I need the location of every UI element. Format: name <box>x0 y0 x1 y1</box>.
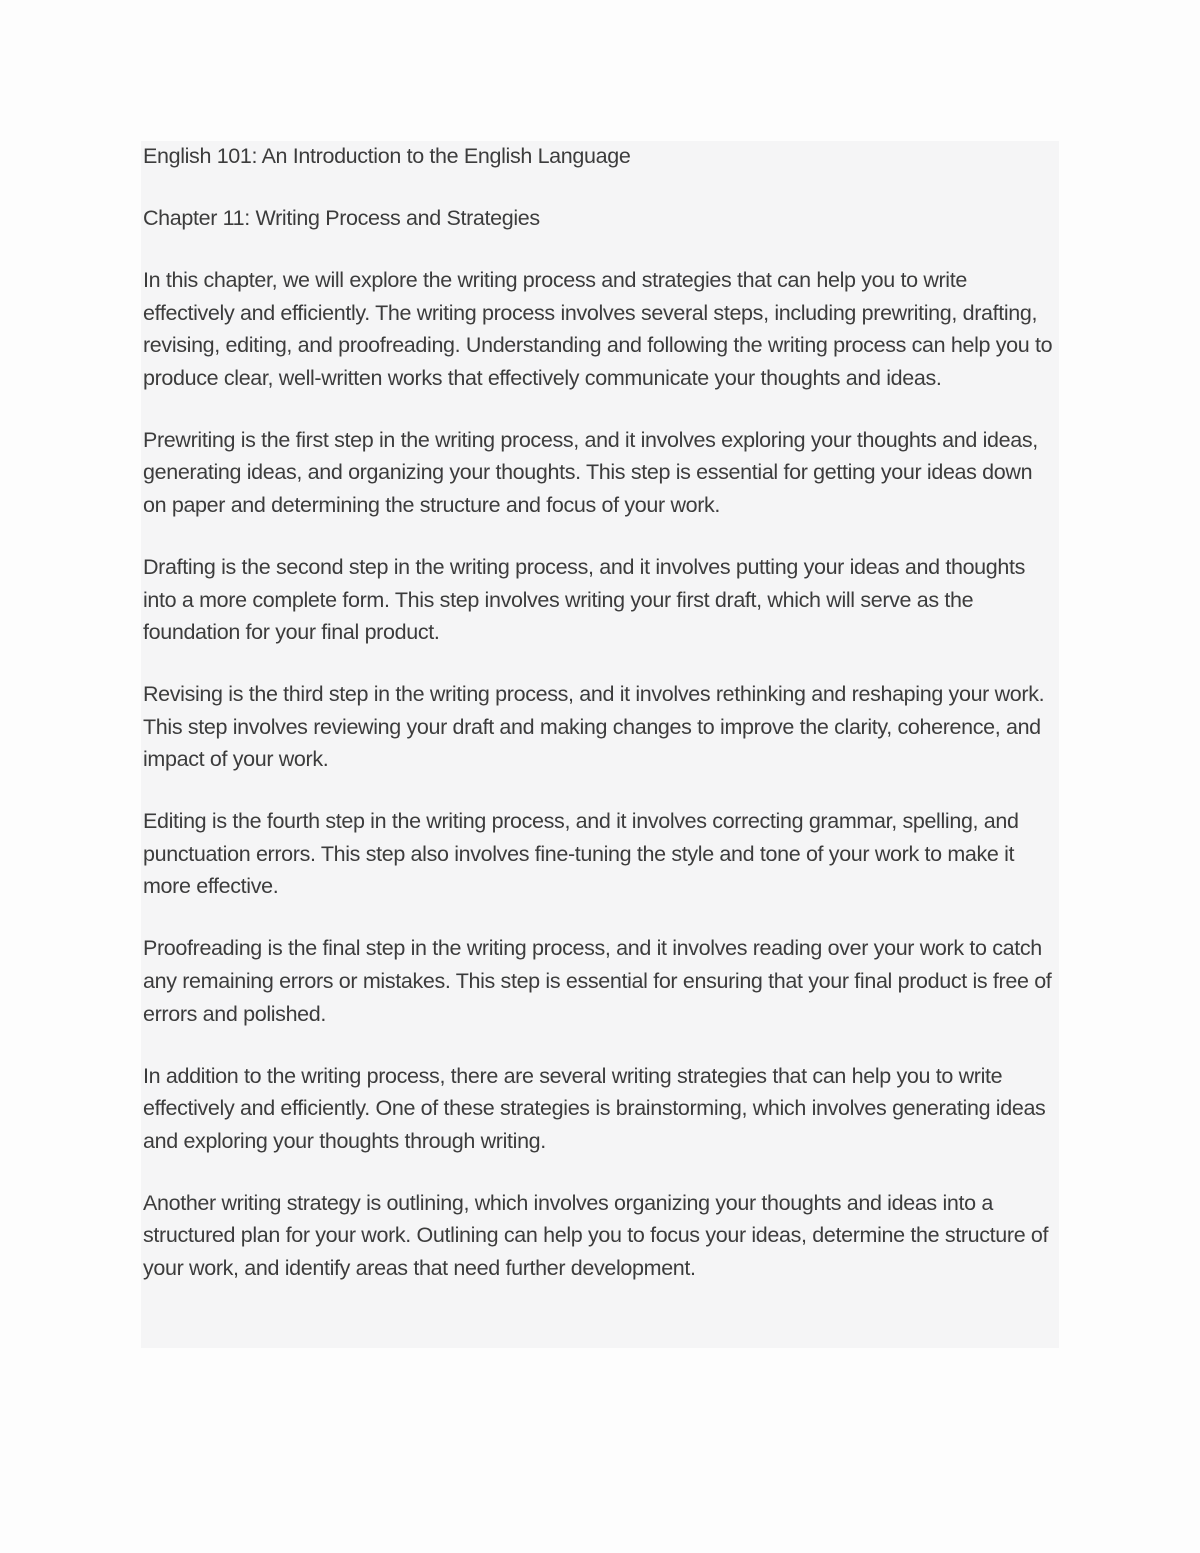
paragraph-editing: Editing is the fourth step in the writing process, and it involves correcting grammar, spelling, and punctuation errors. This step also involves fine-tuning the style and tone of your work to make it more effective. <box>143 809 1019 899</box>
paragraph-prewriting: Prewriting is the first step in the writing process, and it involves exploring your thoughts and ideas, generating ideas, and organizing your thoughts. This step is essential for getting your ideas down on paper and determining the structure and focus of your work. <box>143 427 1038 517</box>
document-title: English 101: An Introduction to the English Language <box>143 144 631 168</box>
paragraph-revising: Revising is the third step in the writing process, and it involves rethinking and reshaping your work. This step involves reviewing your draft and making changes to improve the clarity, coherence, and impact of your work. <box>143 682 1045 772</box>
paragraph-drafting: Drafting is the second step in the writing process, and it involves putting your ideas and thoughts into a more complete form. This step involves writing your first draft, which will serve as the foundation for your final product. <box>143 554 1026 645</box>
paragraph-proofreading: Proofreading is the final step in the writing process, and it involves reading over your work to catch any remaining errors or mistakes. This step is essential for ensuring that your final product is free of errors and polished. <box>143 936 1052 1026</box>
content-block <box>141 141 1059 1348</box>
chapter-heading: Chapter 11: Writing Process and Strategies <box>143 205 540 230</box>
paragraph-intro: In this chapter, we will explore the writing process and strategies that can help you to write effectively and efficiently. The writing process involves several steps, including prewriting, drafting, revising, editing, and proofreading. Understanding and following the writing process can help you to produce clear, well-written works that effectively communicate your thoughts and ideas. <box>143 267 1053 390</box>
paragraph-strategies: In addition to the writing process, there are several writing strategies that can help you to write effectively and efficiently. One of these strategies is brainstorming, which involves generating ideas and exploring your thoughts through writing. <box>143 1063 1046 1153</box>
paragraph-outlining: Another writing strategy is outlining, which involves organizing your thoughts and ideas into a structured plan for your work. Outlining can help you to focus your ideas, determine the structure of your work, and identify areas that need further development. <box>143 1190 1049 1280</box>
document-text <box>143 140 1059 1314</box>
